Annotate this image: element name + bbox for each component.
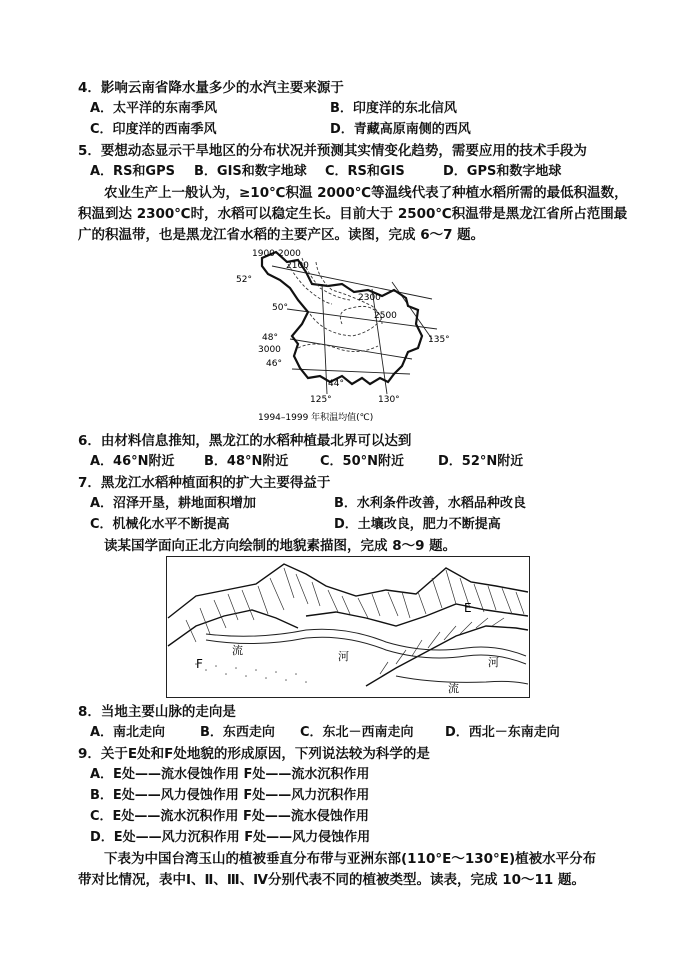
label-lon-135: 135° — [428, 335, 450, 345]
q6-option-d: D．52°N附近 — [438, 454, 524, 469]
label-3000: 3000 — [258, 345, 281, 355]
label-river-2: 河 — [488, 656, 499, 669]
label-lat-48: 48° — [262, 333, 278, 343]
label-f: F — [196, 657, 203, 671]
q9-stem: 9．关于E处和F处地貌的形成原因，下列说法较为科学的是 — [78, 746, 430, 762]
map-caption: 1994–1999 年积温均值(℃) — [258, 413, 374, 423]
label-flow-1: 流 — [232, 644, 243, 657]
q8-option-c: C．东北－西南走向 — [300, 725, 414, 740]
q7-option-a: A．沼泽开垦，耕地面积增加 — [90, 496, 257, 511]
label-e: E — [464, 601, 472, 615]
q5-option-a: A．RS和GPS — [90, 164, 175, 179]
q4-option-c: C．印度洋的西南季风 — [90, 122, 217, 137]
material2-line1: 读某国学面向正北方向绘制的地貌素描图，完成 8～9 题。 — [104, 538, 457, 554]
label-1900: 1900 — [252, 249, 275, 259]
q5-option-d: D．GPS和数字地球 — [443, 164, 562, 179]
label-2000: 2000 — [278, 249, 301, 259]
label-lon-125: 125° — [310, 395, 332, 405]
material1-line2: 积温到达 2300℃时，水稻可以稳定生长。目前大于 2500℃积温带是黑龙江省所占范围最 — [78, 206, 628, 222]
label-2300: 2300 — [358, 293, 381, 303]
q8-option-b: B．东西走向 — [200, 725, 275, 740]
label-lon-130: 130° — [378, 395, 400, 405]
label-lat-46: 46° — [266, 359, 282, 369]
material1-line1: 农业生产上一般认为，≥10℃积温 2000℃等温线代表了种植水稻所需的最低积温数， — [104, 185, 628, 201]
heilongjiang-isotherm-map — [232, 244, 456, 426]
q9-option-b: B．E处——风力侵蚀作用 F处——风力沉积作用 — [90, 788, 370, 803]
q4-stem: 4．影响云南省降水量多少的水汽主要来源于 — [78, 80, 344, 96]
label-flow-2: 流 — [448, 682, 459, 695]
q4-option-b: B．印度洋的东北信风 — [330, 101, 457, 116]
sketch-frame — [167, 557, 530, 698]
material1-line3: 广的积温带，也是黑龙江省水稻的主要产区。读图，完成 6～7 题。 — [78, 227, 485, 243]
q5-option-c: C．RS和GIS — [325, 164, 405, 179]
q7-stem: 7．黑龙江水稻种植面积的扩大主要得益于 — [78, 475, 331, 491]
label-2100: 2100 — [286, 261, 309, 271]
q6-option-c: C．50°N附近 — [320, 454, 405, 469]
label-river-1: 河 — [338, 650, 349, 663]
q8-option-a: A．南北走向 — [90, 725, 166, 740]
q7-option-c: C．机械化水平不断提高 — [90, 517, 230, 532]
material3-line1: 下表为中国台湾玉山的植被垂直分布带与亚洲东部(110°E～130°E)植被水平分布 — [104, 851, 597, 867]
q6-stem: 6．由材料信息推知，黑龙江的水稻种植最北界可以达到 — [78, 433, 412, 449]
q8-stem: 8．当地主要山脉的走向是 — [78, 704, 236, 720]
label-lat-50: 50° — [272, 303, 288, 313]
province-outline — [262, 252, 422, 384]
q7-option-d: D．土壤改良，肥力不断提高 — [334, 517, 501, 532]
q5-stem: 5．要想动态显示干旱地区的分布状况并预测其实情变化趋势，需要应用的技术手段为 — [78, 143, 587, 159]
q6-option-a: A．46°N附近 — [90, 454, 175, 469]
q7-option-b: B．水利条件改善，水稻品种改良 — [334, 496, 526, 511]
landform-sketch — [166, 556, 530, 698]
q4-option-d: D．青藏高原南侧的西风 — [330, 122, 471, 137]
q9-option-d: D．E处——风力沉积作用 F处——风力侵蚀作用 — [90, 830, 371, 845]
q9-option-a: A．E处——流水侵蚀作用 F处——流水沉积作用 — [90, 767, 370, 782]
material3-line2: 带对比情况，表中Ⅰ、Ⅱ、Ⅲ、Ⅳ分别代表不同的植被类型。读表，完成 10～11 题。 — [78, 872, 585, 888]
q6-option-b: B．48°N附近 — [204, 454, 289, 469]
label-lat-44: 44° — [328, 379, 344, 389]
label-2500: 2500 — [374, 311, 397, 321]
q5-option-b: B．GIS和数字地球 — [194, 164, 307, 179]
q4-option-a: A．太平洋的东南季风 — [90, 101, 218, 116]
q9-option-c: C．E处——流水沉积作用 F处——流水侵蚀作用 — [90, 809, 369, 824]
q8-option-d: D．西北－东南走向 — [445, 725, 560, 740]
label-lat-52: 52° — [236, 275, 252, 285]
